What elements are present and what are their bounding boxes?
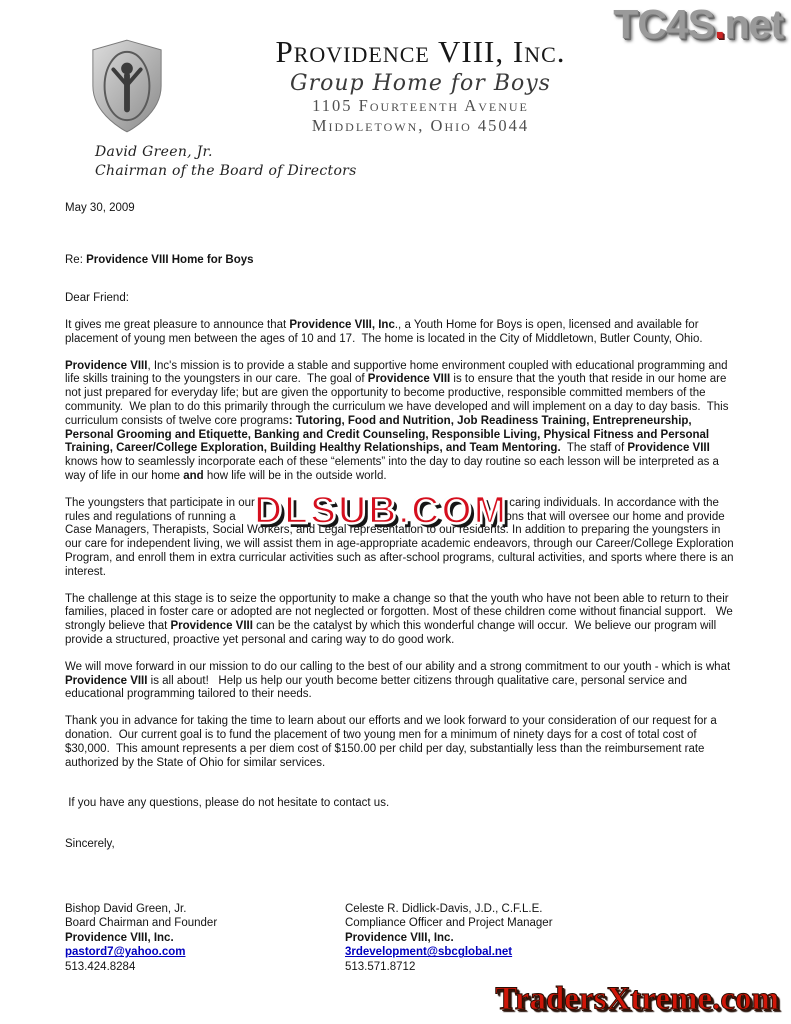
org-tagline: Group Home for Boys [290, 70, 551, 96]
signer-phone: 513.571.8712 [345, 960, 416, 973]
paragraph-6: Thank you in advance for taking the time to learn about our efforts and we look forward to your consideration of our request for a donation. Our current goal is to fund the placement of two young men for a minimum of ninety days for a cost of total cost of $30,000. This amount represents a per diem cost of $150.00 per child per day, substantially less than the reimbursement rate authorized by the State of Ohio for similar services. [65, 715, 721, 769]
paragraph-4: The challenge at this stage is to seize the opportunity to make a change so that the youth who have not been able to return to their families, placed in foster care or adopted are not neglected or forgotten. Most of these children come without financial support. We strongly believe that Providence VIII can be the catalyst by which this wonderful change will occur. We believe our program will provide a structured, proactive yet personal and caring way to do good work. [65, 592, 736, 647]
signer-name: Celeste R. Didlick-Davis, J.D., C.F.L.E. [345, 903, 543, 915]
signature-right [345, 902, 625, 974]
signer-title: Board Chairman and Founder [65, 917, 218, 930]
signer-title: Compliance Officer and Project Manager [345, 917, 553, 930]
signatory-name: David Green, Jr. [95, 144, 213, 161]
email-link-right[interactable]: 3rdevelopment@sbcglobal.net [345, 946, 513, 959]
signer-org: Providence VIII, Inc. [65, 931, 174, 944]
watermark-tc4s-name: TC4S [613, 1, 715, 47]
watermark-tc4s-tld: net [724, 1, 783, 47]
address-line-1: 1105 Fourteenth Avenue [312, 95, 529, 115]
paragraph-1: It gives me great pleasure to announce that Providence VIII, Inc., a Youth Home for Boys is open, licensed and available for placement of young men between the ages of 10 and 17. The home is located in the City of Middletown, Butler County, Ohio. [65, 319, 703, 345]
paragraph-2: Providence VIII, Inc's mission is to provide a stable and supportive home environment coupled with educational programming and life skills training to the youngsters in our care. The goal of Providence VIII is to ensure that the youth that reside in our home are not just prepared for everyday life; but are given the opportunity to become productive, responsible committed members of the community. We plan to do this primarily through the curriculum we have developed and will implement on a day to day basis. This curriculum consists of twelve core programs: Tutoring, Food and Nutrition, Job Readiness Training, Entrepreneurship, Personal Grooming and Etiquette, Banking and Credit Counseling, Responsible Living, Physical Fitness and Personal Training, Career/College Exploration, Building Healthy Relationships, and Team Mentoring. The staff of Providence VIII knows how to seamlessly incorporate each of these “elements” into the day to day routine so each lesson will be interpreted as a way of life in our home and how life will be in the outside world. [65, 359, 732, 483]
signatory-title: Chairman of the Board of Directors [95, 162, 357, 179]
signer-org: Providence VIII, Inc. [345, 931, 454, 944]
paragraph-5: We will move forward in our mission to do our calling to the best of our ability and a strong commitment to our youth - which is what Providence VIII is all about! Help us help our youth become better citizens through qualitative care, personal service and educational programming tailored to their needs. [65, 660, 734, 701]
watermark-tradersxtreme: TradersXtreme.com [495, 981, 779, 1017]
date-line: May 30, 2009 [65, 201, 135, 214]
salutation: Dear Friend: [65, 292, 129, 305]
email-link-left[interactable]: pastord7@yahoo.com [65, 946, 186, 959]
signer-phone: 513.424.8284 [65, 960, 136, 973]
re-line: Re: Providence VIII Home for Boys [65, 253, 254, 266]
org-name: Providence VIII, Inc. [275, 34, 566, 69]
signer-name: Bishop David Green, Jr. [65, 903, 187, 915]
letterhead-signatory [95, 143, 791, 179]
address-line-2: Middletown, Ohio 45044 [311, 115, 530, 135]
shield-icon [88, 36, 166, 136]
closing-line: If you have any questions, please do not hesitate to contact us. [65, 797, 390, 810]
paragraph-3: The youngsters that participate in our caring individuals. In accordance with the rules and regulations of running a izations that will oversee our home and provide Case Managers, Therapists, Social Workers, and Legal representation to our residents. In addition to preparing the youngsters in our care for independent living, we will assist them in age-appropriate academic endeavors, through our Career/College Exploration Program, and enroll them in extra curricular activities such as after-school programs, cultural activities, and sports where there is an interest. [65, 496, 737, 578]
watermark-tc4s-dot: . [714, 1, 725, 47]
signature-left [65, 902, 345, 974]
signoff: Sincerely, [65, 838, 115, 851]
watermark-dlsub: DLSUB.COM [254, 489, 509, 532]
org-logo [88, 36, 166, 141]
letter-body [0, 202, 791, 975]
signature-block [65, 902, 735, 974]
